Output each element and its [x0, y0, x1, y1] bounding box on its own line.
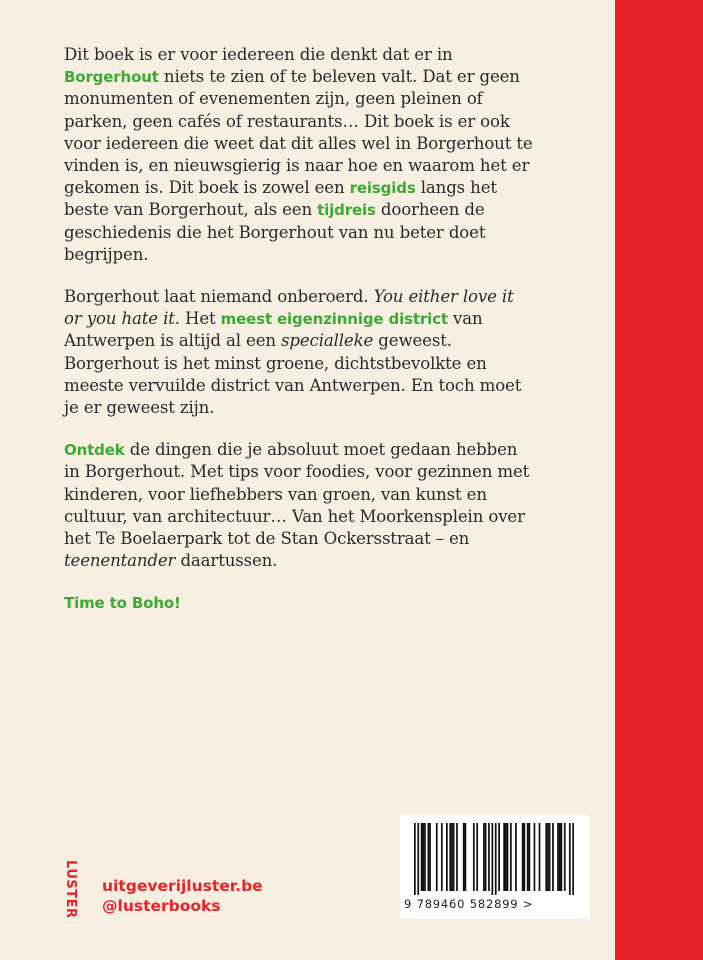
barcode-bar: [424, 823, 426, 891]
barcode-bar: [557, 823, 559, 891]
highlight-ontdek: Ontdek: [64, 441, 125, 460]
barcode-bar: [552, 823, 554, 891]
barcode-bar: [522, 823, 524, 891]
barcode-bar: [561, 823, 563, 891]
barcode-bar: [527, 823, 529, 891]
barcode-bar: [549, 823, 551, 891]
barcode-bar: [417, 823, 419, 895]
barcode-bar: [488, 823, 490, 891]
barcode-box: [400, 815, 590, 919]
barcode-bar: [503, 823, 505, 891]
barcode-bar: [476, 823, 478, 891]
barcode-bar: [485, 823, 487, 891]
barcode-bar: [429, 823, 431, 891]
publisher-contact: [102, 876, 263, 916]
barcode-bar: [436, 823, 438, 891]
barcode-bar: [441, 823, 443, 891]
barcode-bar: [495, 823, 497, 895]
discover-paragraph: Ontdek de dingen die je absoluut moet gedaan hebben in Borgerhout. Met tips voor foodies, voor gezinnen met kinderen, voor liefhebbers van groen, van kunst en cultuur, van architectuur… Van het Moorkensplein over het Te Boelaerpark tot de Stan Ockersstraat – en teenentander daartussen.: [64, 440, 530, 571]
district-paragraph: Borgerhout laat niemand onberoerd. You either love it or you hate it. Het meest eigenzinnige district van Antwerpen is altijd al een specialleke geweest. Borgerhout is het minst groene, dichtstbevolkte en meeste vervuilde district van Antwerpen. En toch moet je er geweest zijn.: [64, 287, 522, 418]
red-spine-band: [615, 0, 703, 960]
barcode-bar: [569, 823, 571, 895]
barcode-bar: [421, 823, 423, 891]
barcode-icon: [414, 823, 574, 895]
barcode-bar: [539, 823, 541, 891]
barcode-bar: [449, 823, 451, 891]
barcode-bar: [545, 823, 547, 891]
barcode-bar: [572, 823, 574, 895]
barcode-bar: [414, 823, 416, 895]
highlight-borgerhout: Borgerhout: [64, 68, 159, 87]
barcode-bar: [427, 823, 429, 891]
highlight-reisgids: reisgids: [349, 179, 416, 198]
luster-logo: LUSTER: [63, 860, 78, 919]
italic-specialleke: specialleke: [281, 331, 374, 351]
barcode-bar: [446, 823, 448, 891]
website-link[interactable]: uitgeverijluster.be: [102, 877, 263, 895]
barcode-bar: [505, 823, 507, 891]
barcode-bar: [547, 823, 549, 891]
italic-teenentander: teenentander: [64, 551, 176, 571]
barcode-bar: [465, 823, 467, 891]
isbn-number: 9 789460 582899 >: [404, 897, 534, 911]
barcode-bar: [559, 823, 561, 891]
italic-love-hate: You either love it or you hate it.: [64, 287, 514, 329]
tagline: Time to Boho!: [64, 594, 181, 613]
barcode-bar: [564, 823, 566, 891]
barcode-bar: [515, 823, 517, 891]
barcode-bar: [422, 823, 424, 891]
barcode-bar: [510, 823, 512, 891]
social-handle[interactable]: @lusterbooks: [102, 897, 221, 915]
barcode-bar: [463, 823, 465, 891]
highlight-district: meest eigenzinnige district: [220, 310, 448, 329]
barcode-bar: [534, 823, 536, 891]
barcode-bar: [456, 823, 458, 891]
barcode-bar: [473, 823, 475, 891]
barcode-bar: [523, 823, 525, 891]
barcode-bar: [453, 823, 455, 891]
barcode-bar: [491, 823, 493, 895]
barcode-bar: [529, 823, 531, 891]
intro-paragraph: Dit boek is er voor iedereen die denkt dat er in Borgerhout niets te zien of te beleven valt. Dat er geen monumenten of evenementen zijn, geen pleinen of parken, geen cafés of restaurants… Dit boek is er ook voor iedereen die weet dat dit alles wel in Borgerhout te vinden is, en nieuwsgierig is naar hoe en waarom het er gekomen is. Dit boek is zowel een reisgids langs het beste van Borgerhout, als een tijdreis doorheen de geschiedenis die het Borgerhout van nu beter doet begrijpen.: [64, 45, 533, 264]
barcode-bar: [483, 823, 485, 891]
back-cover-text: [64, 44, 534, 635]
barcode-bar: [451, 823, 453, 891]
barcode-bar: [498, 823, 500, 891]
highlight-tijdreis: tijdreis: [317, 201, 376, 220]
barcode-bar: [507, 823, 509, 891]
